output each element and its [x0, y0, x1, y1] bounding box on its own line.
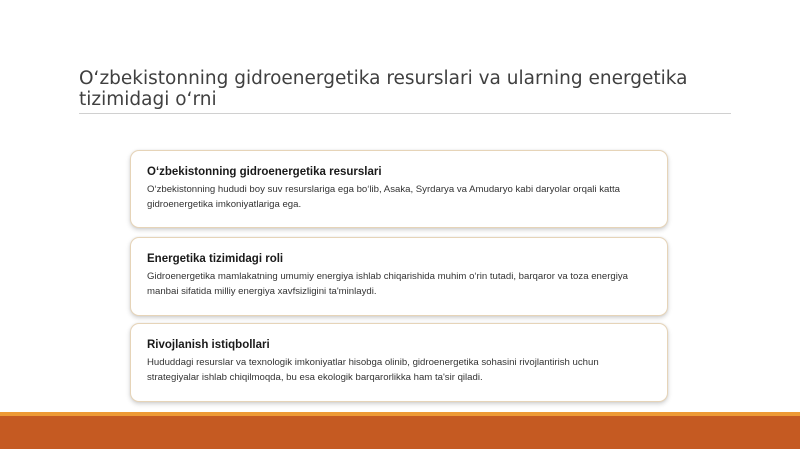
footer-bar — [0, 416, 800, 449]
card-body: Hududdagi resurslar va texnologik imkoniyatlar hisobga olinib, gidroenergetika sohasini rivojlantirish uchun strategiyalar ishlab chiqilmoqda, bu esa ekologik barqarorlikka ham ta'sir qiladi. — [147, 357, 599, 383]
card-development-prospects — [130, 323, 668, 402]
card-heading: Energetika tizimidagi roli — [147, 253, 284, 265]
card-body: Gidroenergetika mamlakatning umumiy energiya ishlab chiqarishida muhim o‘rin tutadi, barqaror va toza energiya manbai sifatida milliy energiya xavfsizligini ta'minlaydi. — [147, 271, 628, 297]
card-hydro-resources — [130, 150, 668, 228]
card-body: O‘zbekistonning hududi boy suv resurslariga ega bo‘lib, Asaka, Syrdarya va Amudaryo kabi daryolar orqali katta gidroenergetika imkoniyatlariga ega. — [147, 184, 621, 210]
slide-title: O‘zbekistonning gidroenergetika resurslari va ularning energetika tizimidagi o‘rni — [79, 68, 688, 110]
card-heading: O‘zbekistonning gidroenergetika resurslari — [147, 166, 382, 178]
card-energy-system-role — [130, 237, 668, 316]
title-divider — [79, 113, 731, 114]
card-heading: Rivojlanish istiqbollari — [147, 339, 270, 351]
